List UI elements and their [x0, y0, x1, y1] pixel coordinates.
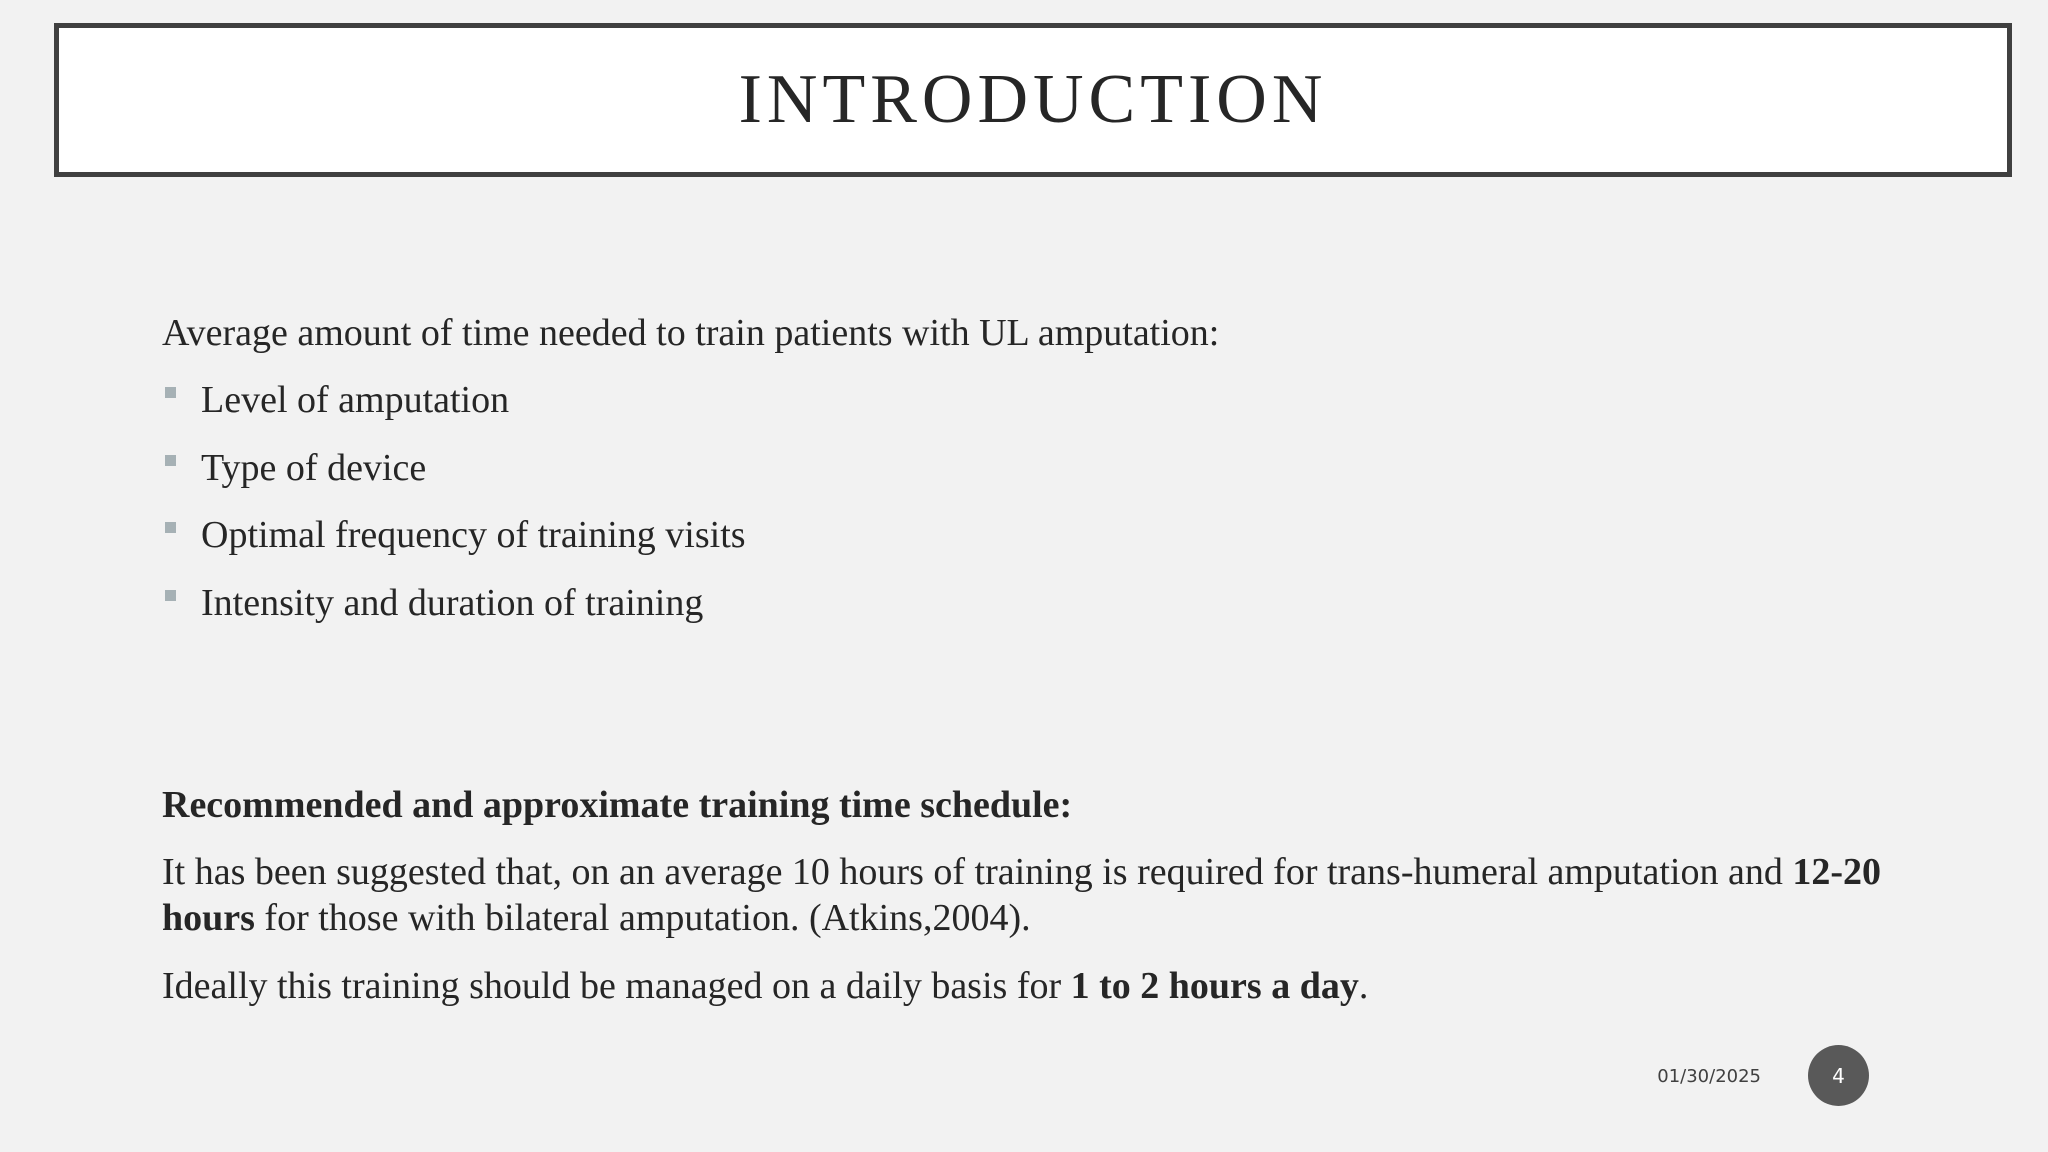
bullet-item: [162, 445, 1922, 513]
paragraph-emphasis: 1 to 2 hours a day: [1070, 965, 1359, 1007]
bullet-text: Type of device: [201, 446, 427, 489]
schedule-paragraph-hours: [162, 849, 1922, 942]
square-bullet-icon: [165, 522, 176, 533]
schedule-paragraph-daily: [162, 963, 1922, 1009]
bullet-text: Intensity and duration of training: [201, 581, 704, 624]
square-bullet-icon: [165, 455, 176, 466]
bullet-text: Optimal frequency of training visits: [201, 514, 746, 556]
square-bullet-icon: [165, 590, 176, 601]
slide-date: 01/30/2025: [1657, 1066, 1761, 1087]
square-bullet-icon: [165, 387, 176, 398]
slide-number-badge: [1808, 1045, 1869, 1106]
slide-number: 4: [1832, 1063, 1845, 1088]
bullet-text: Level of amputation: [201, 379, 510, 421]
bullet-item: [162, 580, 1922, 648]
schedule-heading: Recommended and approximate training time schedule:: [162, 784, 1073, 826]
paragraph-emphasis: 12-20 hours: [162, 851, 1881, 940]
paragraph-text: Ideally this training should be managed on a daily basis for: [162, 965, 1071, 1007]
paragraph-text: It has been suggested that, on an average 10 hours of training is required for trans-humeral amputation and: [162, 851, 1793, 893]
bullet-item: [162, 377, 1922, 445]
bullet-list: [162, 377, 1922, 647]
bullet-item: [162, 512, 1922, 580]
title-box: [54, 23, 2012, 177]
slide-title: INTRODUCTION: [738, 61, 1328, 138]
paragraph-text: .: [1358, 965, 1369, 1007]
paragraph-text: for those with bilateral amputation. (Atkins,2004).: [254, 897, 1031, 940]
intro-line: Average amount of time needed to train patients with UL amputation:: [162, 312, 1220, 354]
